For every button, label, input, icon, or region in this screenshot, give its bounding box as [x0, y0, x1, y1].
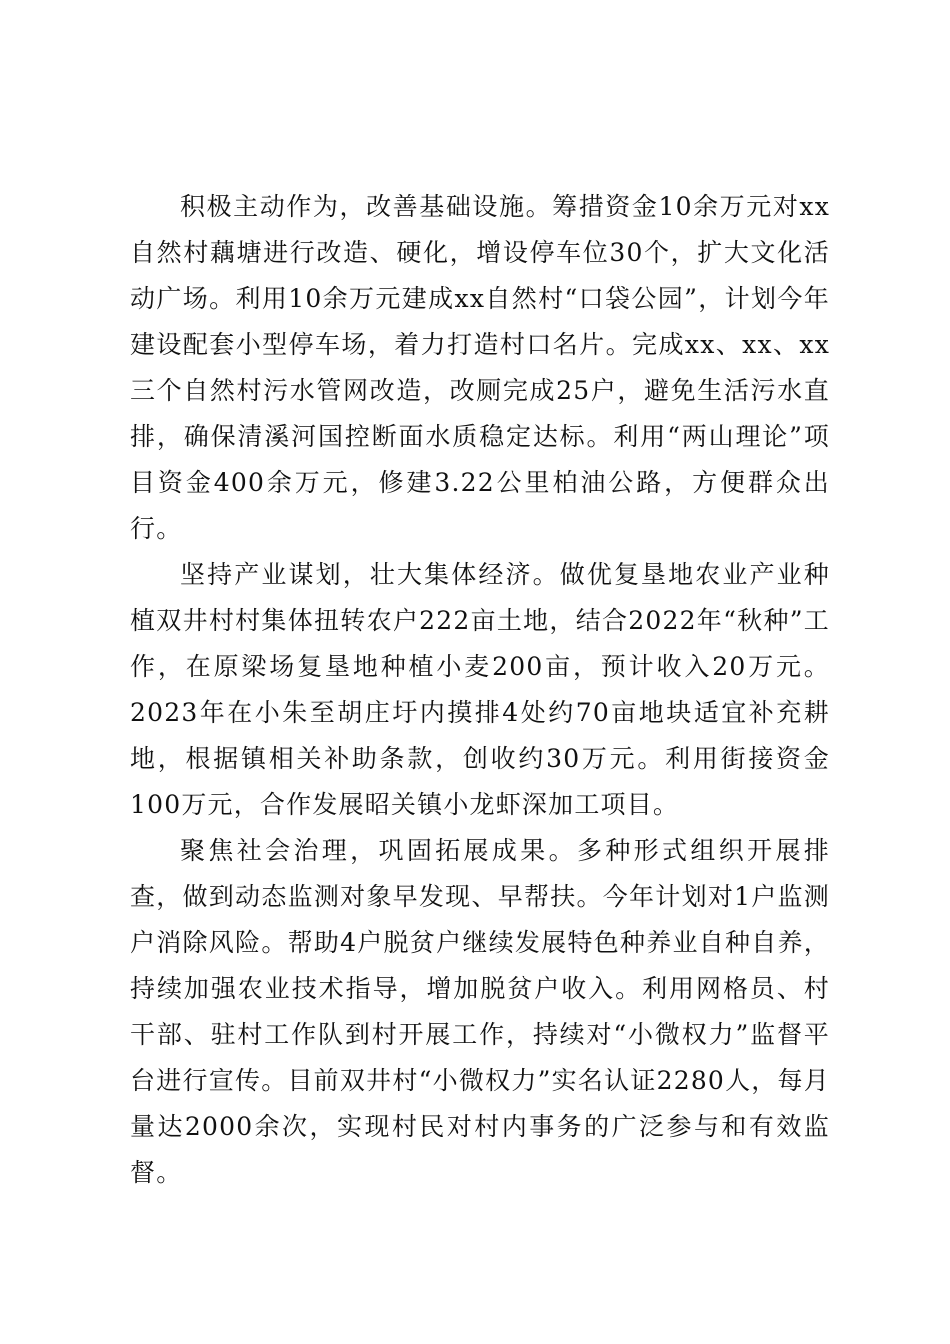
paragraph-infrastructure: 积极主动作为，改善基础设施。筹措资金10余万元对xx自然村藕塘进行改造、硬化，增设停车位30个，扩大文化活动广场。利用10余万元建成xx自然村“口袋公园”，计划今年建设配套小型停车场，着力打造村口名片。完成xx、xx、xx三个自然村污水管网改造，改厕完成25户，避免生活污水直排，确保清溪河国控断面水质稳定达标。利用“两山理论”项目资金400余万元，修建3.22公里柏油公路，方便群众出行。	[130, 192, 830, 543]
paragraph-governance: 聚焦社会治理，巩固拓展成果。多种形式组织开展排查，做到动态监测对象早发现、早帮扶。今年计划对1户监测户消除风险。帮助4户脱贫户继续发展特色种养业自种自养，持续加强农业技术指导，增加脱贫户收入。利用网格员、村干部、驻村工作队到村开展工作，持续对“小微权力”监督平台进行宣传。目前双井村“小微权力”实名认证2280人，每月量达2000余次，实现村民对村内事务的广泛参与和有效监督。	[130, 836, 830, 1187]
document-body	[130, 184, 830, 1196]
paragraph-industry: 坚持产业谋划，壮大集体经济。做优复垦地农业产业种植双井村村集体扭转农户222亩土地，结合2022年“秋种”工作，在原梁场复垦地种植小麦200亩，预计收入20万元。2023年在小朱至胡庄圩内摸排4处约70亩地块适宜补充耕地，根据镇相关补助条款，创收约30万元。利用街接资金100万元，合作发展昭关镇小龙虾深加工项目。	[130, 560, 830, 819]
